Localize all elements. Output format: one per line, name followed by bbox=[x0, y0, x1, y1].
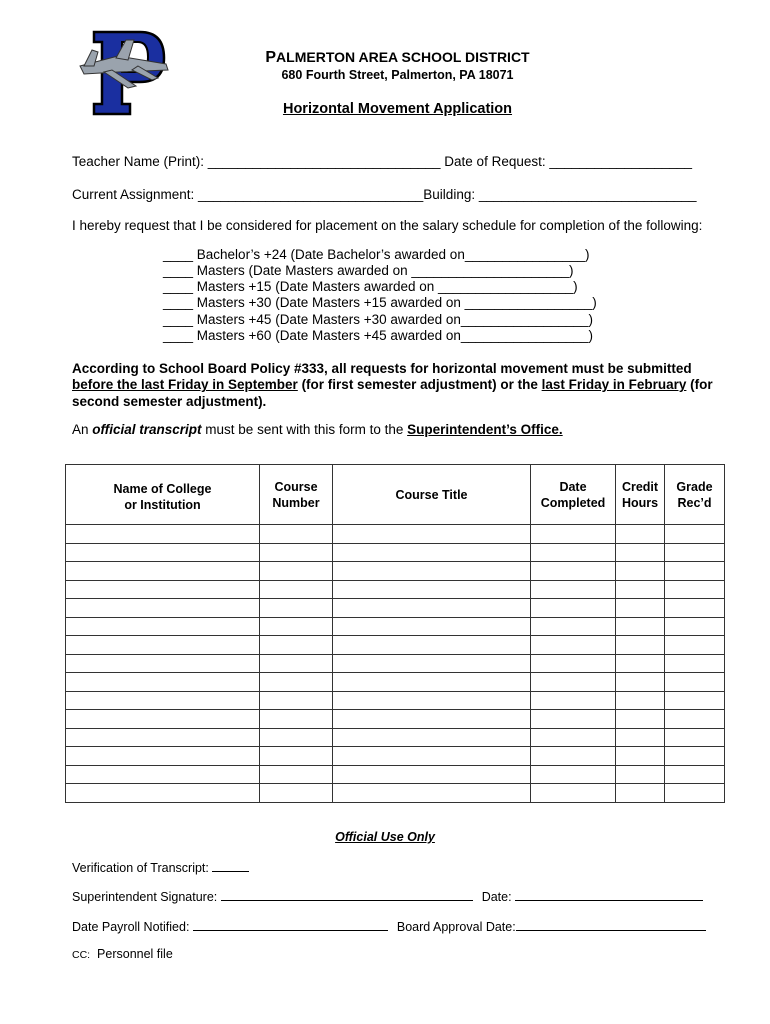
verification-line[interactable]: Verification of Transcript: bbox=[72, 860, 249, 875]
col-college-header: Name of College or Institution bbox=[66, 465, 260, 525]
table-cell[interactable] bbox=[616, 654, 665, 673]
option-bachelors-24[interactable]: ____ Bachelor’s +24 (Date Bachelor’s awarded on________________) bbox=[163, 247, 590, 262]
table-cell[interactable] bbox=[531, 617, 616, 636]
table-row bbox=[66, 765, 725, 784]
table-cell[interactable] bbox=[531, 580, 616, 599]
table-cell[interactable] bbox=[260, 562, 333, 581]
table-cell[interactable] bbox=[260, 654, 333, 673]
table-cell[interactable] bbox=[616, 765, 665, 784]
table-cell[interactable] bbox=[66, 710, 260, 729]
table-cell[interactable] bbox=[616, 617, 665, 636]
table-cell[interactable] bbox=[333, 599, 531, 618]
table-cell[interactable] bbox=[531, 691, 616, 710]
table-cell[interactable] bbox=[531, 599, 616, 618]
table-cell[interactable] bbox=[531, 562, 616, 581]
table-cell[interactable] bbox=[66, 784, 260, 803]
table-cell[interactable] bbox=[333, 543, 531, 562]
policy-notice: According to School Board Policy #333, all requests for horizontal movement must be submitted before the last Friday in September (for first semester adjustment) or the last Friday in February (for second semester adjustment). bbox=[72, 361, 713, 409]
table-cell[interactable] bbox=[531, 784, 616, 803]
table-cell[interactable] bbox=[616, 747, 665, 766]
table-cell[interactable] bbox=[66, 673, 260, 692]
table-cell[interactable] bbox=[333, 654, 531, 673]
table-row bbox=[66, 562, 725, 581]
table-cell[interactable] bbox=[333, 691, 531, 710]
table-row bbox=[66, 543, 725, 562]
payroll-board-line[interactable]: Date Payroll Notified: Board Approval Date: bbox=[72, 919, 706, 934]
table-cell[interactable] bbox=[616, 728, 665, 747]
table-cell[interactable] bbox=[260, 617, 333, 636]
table-row bbox=[66, 710, 725, 729]
table-cell[interactable] bbox=[665, 747, 725, 766]
table-cell[interactable] bbox=[66, 599, 260, 618]
table-cell[interactable] bbox=[665, 636, 725, 655]
table-cell[interactable] bbox=[616, 599, 665, 618]
col-course-number-header: Course Number bbox=[260, 465, 333, 525]
table-cell[interactable] bbox=[333, 580, 531, 599]
table-cell[interactable] bbox=[333, 673, 531, 692]
table-cell[interactable] bbox=[260, 747, 333, 766]
table-cell[interactable] bbox=[531, 673, 616, 692]
courses-table bbox=[65, 464, 725, 803]
table-row bbox=[66, 784, 725, 803]
table-cell[interactable] bbox=[665, 543, 725, 562]
table-row bbox=[66, 617, 725, 636]
table-cell[interactable] bbox=[616, 580, 665, 599]
table-cell[interactable] bbox=[260, 599, 333, 618]
table-cell[interactable] bbox=[616, 543, 665, 562]
table-cell[interactable] bbox=[665, 691, 725, 710]
col-credit-hours-header: Credit Hours bbox=[616, 465, 665, 525]
option-masters-45[interactable]: ____ Masters +45 (Date Masters +30 awarded on_________________) bbox=[163, 312, 594, 327]
table-cell[interactable] bbox=[260, 728, 333, 747]
teacher-name-date-line[interactable]: Teacher Name (Print): _______________________________ Date of Request: ___________________ bbox=[72, 154, 693, 169]
table-cell[interactable] bbox=[531, 710, 616, 729]
cc-line: CC: Personnel file bbox=[72, 947, 173, 961]
table-row bbox=[66, 525, 725, 544]
table-row bbox=[66, 636, 725, 655]
table-cell[interactable] bbox=[531, 747, 616, 766]
table-cell[interactable] bbox=[531, 765, 616, 784]
assignment-building-line[interactable]: Current Assignment: ______________________________Building: _____________________________ bbox=[72, 187, 697, 202]
table-cell[interactable] bbox=[531, 543, 616, 562]
table-cell[interactable] bbox=[531, 525, 616, 544]
table-cell[interactable] bbox=[616, 710, 665, 729]
table-row bbox=[66, 580, 725, 599]
table-cell[interactable] bbox=[66, 562, 260, 581]
table-cell[interactable] bbox=[333, 747, 531, 766]
official-use-title: Official Use Only bbox=[335, 830, 435, 844]
superintendent-signature-line[interactable]: Superintendent Signature: Date: bbox=[72, 889, 703, 904]
table-cell[interactable] bbox=[260, 525, 333, 544]
col-date-completed-header: Date Completed bbox=[531, 465, 616, 525]
option-masters-60[interactable]: ____ Masters +60 (Date Masters +45 awarded on_________________) bbox=[163, 328, 594, 343]
table-cell[interactable] bbox=[66, 617, 260, 636]
table-cell[interactable] bbox=[333, 765, 531, 784]
request-statement: I hereby request that I be considered for placement on the salary schedule for completion of the following: bbox=[72, 218, 703, 233]
option-masters-30[interactable]: ____ Masters +30 (Date Masters +15 awarded on _________________) bbox=[163, 295, 597, 310]
table-cell[interactable] bbox=[665, 617, 725, 636]
table-cell[interactable] bbox=[665, 580, 725, 599]
district-address: 680 Fourth Street, Palmerton, PA 18071 bbox=[281, 68, 514, 82]
table-cell[interactable] bbox=[260, 543, 333, 562]
transcript-note: An official transcript must be sent with this form to the Superintendent’s Office. bbox=[72, 422, 563, 437]
table-cell[interactable] bbox=[66, 636, 260, 655]
table-cell[interactable] bbox=[333, 728, 531, 747]
table-cell[interactable] bbox=[665, 525, 725, 544]
table-cell[interactable] bbox=[260, 691, 333, 710]
table-cell[interactable] bbox=[616, 525, 665, 544]
table-cell[interactable] bbox=[66, 765, 260, 784]
table-cell[interactable] bbox=[665, 784, 725, 803]
table-cell[interactable] bbox=[260, 580, 333, 599]
table-row bbox=[66, 691, 725, 710]
table-cell[interactable] bbox=[333, 710, 531, 729]
table-row bbox=[66, 599, 725, 618]
table-row bbox=[66, 728, 725, 747]
table-cell[interactable] bbox=[616, 673, 665, 692]
courses-header-row bbox=[66, 465, 725, 525]
table-cell[interactable] bbox=[333, 525, 531, 544]
table-cell[interactable] bbox=[66, 543, 260, 562]
table-cell[interactable] bbox=[665, 765, 725, 784]
table-cell[interactable] bbox=[616, 784, 665, 803]
table-cell[interactable] bbox=[333, 636, 531, 655]
table-cell[interactable] bbox=[665, 562, 725, 581]
table-cell[interactable] bbox=[665, 728, 725, 747]
col-course-title-header: Course Title bbox=[333, 465, 531, 525]
table-cell[interactable] bbox=[66, 580, 260, 599]
table-cell[interactable] bbox=[665, 710, 725, 729]
table-cell[interactable] bbox=[260, 765, 333, 784]
table-cell[interactable] bbox=[260, 784, 333, 803]
col-grade-header: Grade Rec’d bbox=[665, 465, 725, 525]
district-name: PALMERTON AREA SCHOOL DISTRICT bbox=[265, 49, 530, 66]
table-cell[interactable] bbox=[616, 562, 665, 581]
option-masters[interactable]: ____ Masters (Date Masters awarded on _____________________) bbox=[163, 263, 574, 278]
table-cell[interactable] bbox=[260, 636, 333, 655]
table-cell[interactable] bbox=[260, 710, 333, 729]
table-cell[interactable] bbox=[665, 673, 725, 692]
option-masters-15[interactable]: ____ Masters +15 (Date Masters awarded on __________________) bbox=[163, 279, 578, 294]
table-cell[interactable] bbox=[616, 636, 665, 655]
table-cell[interactable] bbox=[260, 673, 333, 692]
table-cell[interactable] bbox=[66, 525, 260, 544]
table-cell[interactable] bbox=[531, 654, 616, 673]
table-row bbox=[66, 673, 725, 692]
table-row bbox=[66, 747, 725, 766]
table-cell[interactable] bbox=[616, 691, 665, 710]
table-cell[interactable] bbox=[665, 654, 725, 673]
table-cell[interactable] bbox=[66, 728, 260, 747]
table-cell[interactable] bbox=[333, 562, 531, 581]
table-cell[interactable] bbox=[333, 617, 531, 636]
table-row bbox=[66, 654, 725, 673]
table-cell[interactable] bbox=[531, 636, 616, 655]
table-cell[interactable] bbox=[531, 728, 616, 747]
form-title: Horizontal Movement Application bbox=[282, 101, 513, 117]
table-cell[interactable] bbox=[665, 599, 725, 618]
table-cell[interactable] bbox=[66, 747, 260, 766]
table-cell[interactable] bbox=[66, 654, 260, 673]
table-cell[interactable] bbox=[333, 784, 531, 803]
courses-body bbox=[66, 525, 725, 803]
table-cell[interactable] bbox=[66, 691, 260, 710]
